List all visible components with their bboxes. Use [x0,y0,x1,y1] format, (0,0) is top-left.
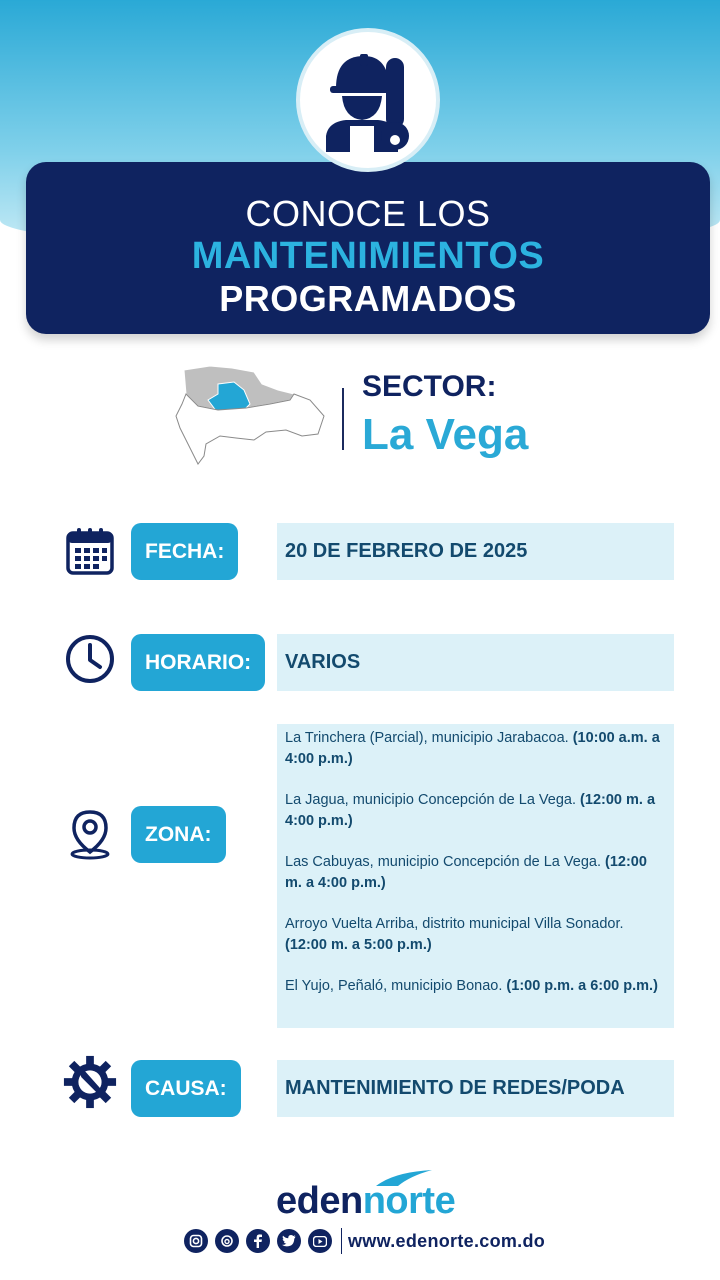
zona-item: La Jagua, municipio Concepción de La Vega. (12:00 m. a 4:00 p.m.) [285,792,656,829]
location-pin-icon [62,806,118,862]
clock-icon [62,631,118,687]
social-divider [341,1228,342,1254]
zona-label: ZONA: [131,806,226,863]
title-line-2: MANTENIMIENTOS [191,235,545,277]
zona-list [277,724,674,1028]
sector-value: La Vega [362,410,529,459]
dominican-republic-map-icon [170,360,330,470]
logo-text: edennorte [276,1180,456,1222]
causa-value: MANTENIMIENTO DE REDES/PODA [277,1060,674,1117]
sector-label: SECTOR: [362,370,497,403]
horario-value: VARIOS [277,634,674,691]
worker-wrench-icon [320,48,416,152]
zona-item: El Yujo, Peñaló, municipio Bonao. (1:00 p.m. a 6:00 p.m.) [285,978,658,994]
calendar-icon [62,523,118,579]
sector-divider [342,388,344,450]
twitter-icon[interactable] [277,1229,301,1253]
title-line-3: PROGRAMADOS [219,278,517,319]
horario-label: HORARIO: [131,634,265,691]
zona-item: La Trinchera (Parcial), municipio Jarabacoa. (10:00 a.m. a 4:00 p.m.) [285,730,660,767]
fecha-label: FECHA: [131,523,238,580]
threads-icon[interactable] [215,1229,239,1253]
social-bar [184,1228,545,1254]
zona-item: Arroyo Vuelta Arriba, distrito municipal Villa Sonador. (12:00 m. a 5:00 p.m.) [285,916,624,953]
facebook-icon[interactable] [246,1229,270,1253]
worker-badge [296,28,440,172]
fecha-value: 20 DE FEBRERO DE 2025 [277,523,674,580]
instagram-icon[interactable] [184,1229,208,1253]
website-link[interactable]: www.edenorte.com.do [348,1230,546,1251]
gear-wrench-icon [62,1054,118,1110]
title-line-1: CONOCE LOS [245,193,491,234]
causa-label: CAUSA: [131,1060,241,1117]
title-banner [26,162,710,334]
zona-item: Las Cabuyas, municipio Concepción de La Vega. (12:00 m. a 4:00 p.m.) [285,854,647,891]
sector-block [170,360,590,470]
edenorte-logo [270,1168,470,1224]
youtube-icon[interactable] [308,1229,332,1253]
